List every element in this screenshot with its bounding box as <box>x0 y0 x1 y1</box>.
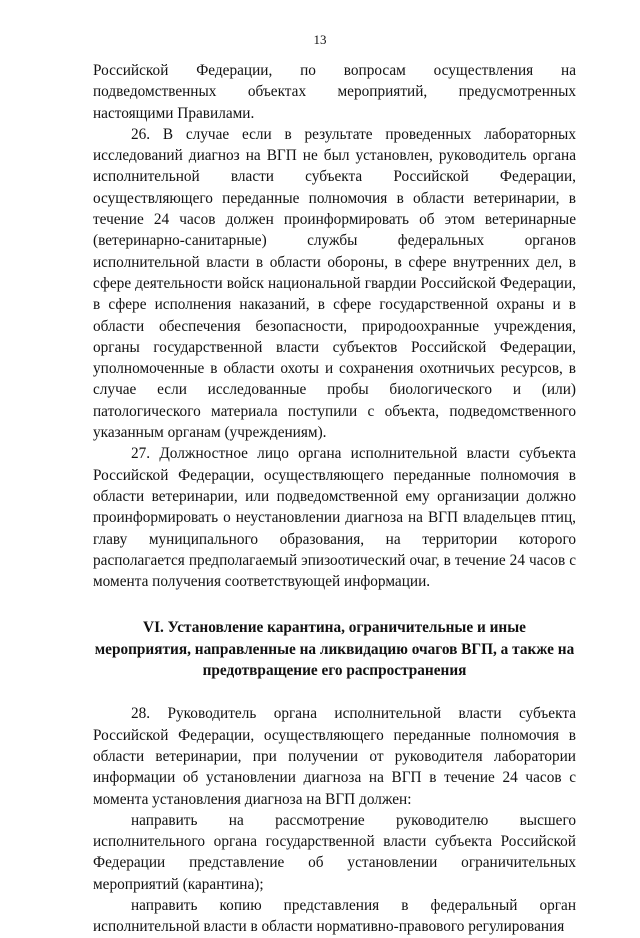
paragraph-continuation: Российской Федерации, по вопросам осуществления на подведомственных объектах мероприятий, предусмотренных настоящими Правилами. <box>93 62 576 122</box>
page-number: 13 <box>313 32 327 47</box>
section-heading <box>93 617 576 681</box>
paragraph-26: 26. В случае если в результате проведенных лабораторных исследований диагноз на ВГП не был установлен, руководитель органа исполнительной власти субъекта Российской Федерации, осуществляющего переданные полномочия в области ветеринарии, в течение 24 часов должен проинформировать об этом ветеринарные (ветеринарно-санитарные) службы федеральных органов исполнительной власти в области обороны, в сфере внутренних дел, в сфере деятельности войск национальной гвардии Российской Федерации, в сфере исполнения наказаний, в сфере государственной охраны и в области обеспечения безопасности, природоохранные учреждения, органы государственной власти субъектов Российской Федерации, уполномоченные в области охоты и сохранения охотничьих ресурсов, в случае если исследованные пробы биологического и (или) патологического материала поступили с объекта, подведомственного указанным органам (учреждениям). <box>93 125 576 442</box>
document-body <box>93 60 576 938</box>
section-heading-line: VI. Установление карантина, ограничительные и иные <box>143 619 526 637</box>
paragraph-27: 27. Должностное лицо органа исполнительной власти субъекта Российской Федерации, осуществляющего переданные полномочия в области ветеринарии, или подведомственной ему организации должно проинформировать о неустановлении диагноза на ВГП владельцев птиц, главу муниципального образования, на территории которого располагается предполагаемый эпизоотический очаг, в течение 24 часов с момента получения соответствующей информации. <box>93 445 576 591</box>
paragraph-28-item-2: направить копию представления в федеральный орган исполнительной власти в области нормативно-правового регулирования <box>93 896 576 936</box>
section-heading-line: мероприятия, направленные на ликвидацию очагов ВГП, а также на <box>94 640 575 658</box>
paragraph-28: 28. Руководитель органа исполнительной власти субъекта Российской Федерации, осуществляющего переданные полномочия в области ветеринарии, при получении от руководителя лаборатории информации об установлении диагноза на ВГП в течение 24 часов с момента установления диагноза на ВГП должен: <box>93 705 576 808</box>
section-heading-line: предотвращение его распространения <box>202 662 467 680</box>
paragraph-28-item-1: направить на рассмотрение руководителю высшего исполнительного органа государственной власти субъекта Российской Федерации представление об установлении ограничительных мероприятий (карантина); <box>93 811 576 893</box>
